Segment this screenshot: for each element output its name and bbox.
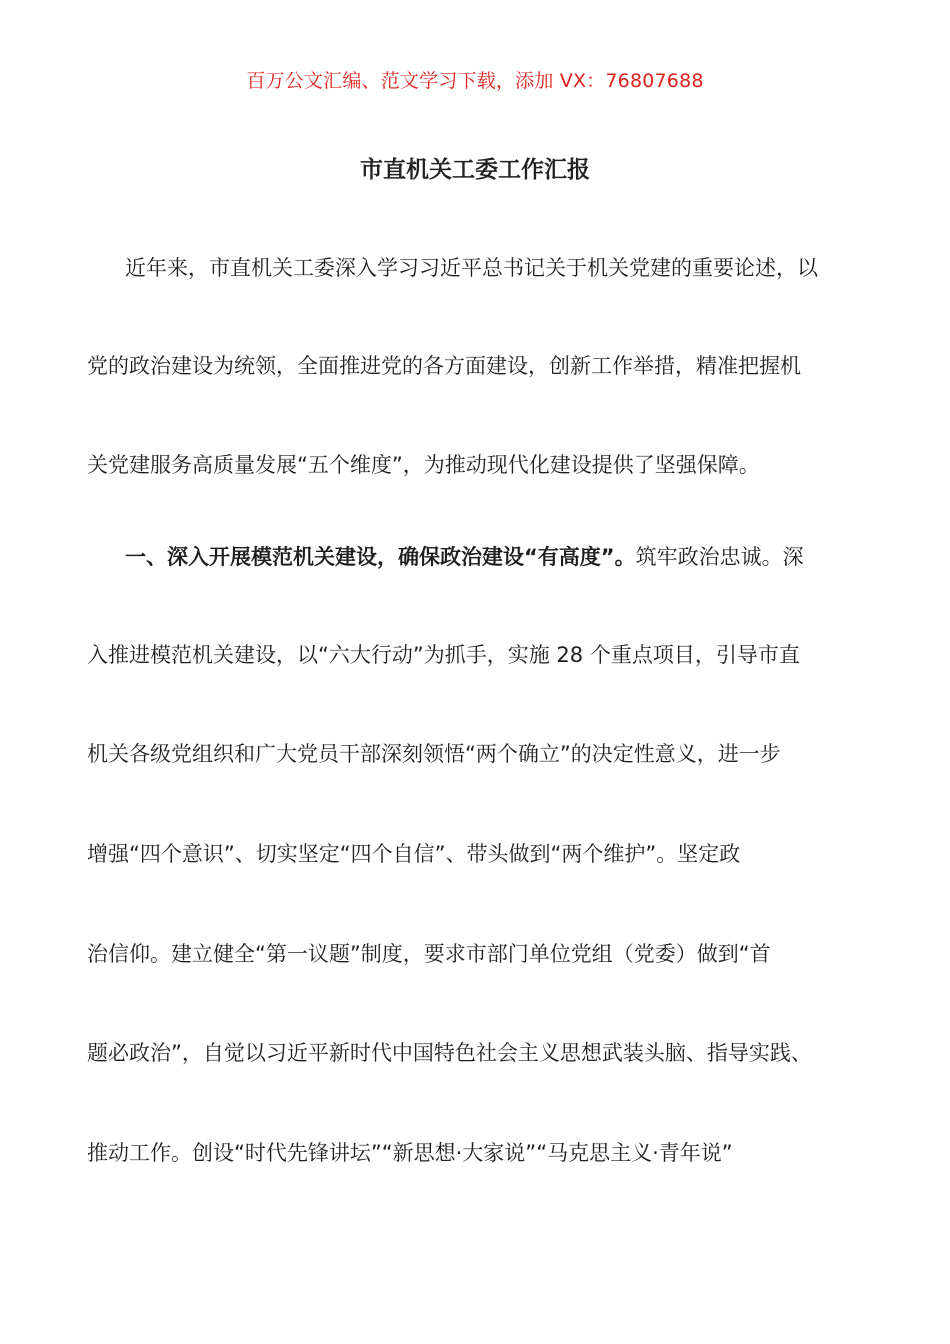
- paragraph-line: 题必政治”，自觉以习近平新时代中国特色社会主义思想武装头脑、指导实践、: [87, 1041, 812, 1065]
- paragraph-line: 党的政治建设为统领，全面推进党的各方面建设，创新工作举措，精准把握机: [87, 354, 801, 378]
- paragraph-line: 入推进模范机关建设，以“六大行动”为抓手，实施 28 个重点项目，引导市直: [87, 643, 800, 667]
- section-heading: 一、深入开展模范机关建设，确保政治建设“有高度”。: [125, 545, 636, 569]
- paragraph-line: 增强“四个意识”、切实坚定“四个自信”、带头做到“两个维护”。坚定政: [87, 842, 741, 866]
- paragraph-line: 近年来，市直机关工委深入学习习近平总书记关于机关党建的重要论述，以: [125, 256, 818, 280]
- section-first-line-text: 筑牢政治忠诚。深: [635, 545, 804, 569]
- section-first-line: [125, 540, 925, 574]
- paragraph-line: 机关各级党组织和广大党员干部深刻领悟“两个确立”的决定性意义，进一步: [87, 742, 781, 766]
- paragraph-line: 推动工作。创设“时代先锋讲坛”“新思想·大家说”“马克思主义·青年说”: [87, 1141, 733, 1165]
- document-title: 市直机关工委工作汇报: [360, 157, 590, 183]
- paragraph-line: 治信仰。建立健全“第一议题”制度，要求市部门单位党组（党委）做到“首: [87, 942, 771, 966]
- header-note: 百万公文汇编、范文学习下载，添加 VX：76807688: [246, 70, 704, 92]
- paragraph-line: 关党建服务高质量发展“五个维度”，为推动现代化建设提供了坚强保障。: [87, 453, 760, 477]
